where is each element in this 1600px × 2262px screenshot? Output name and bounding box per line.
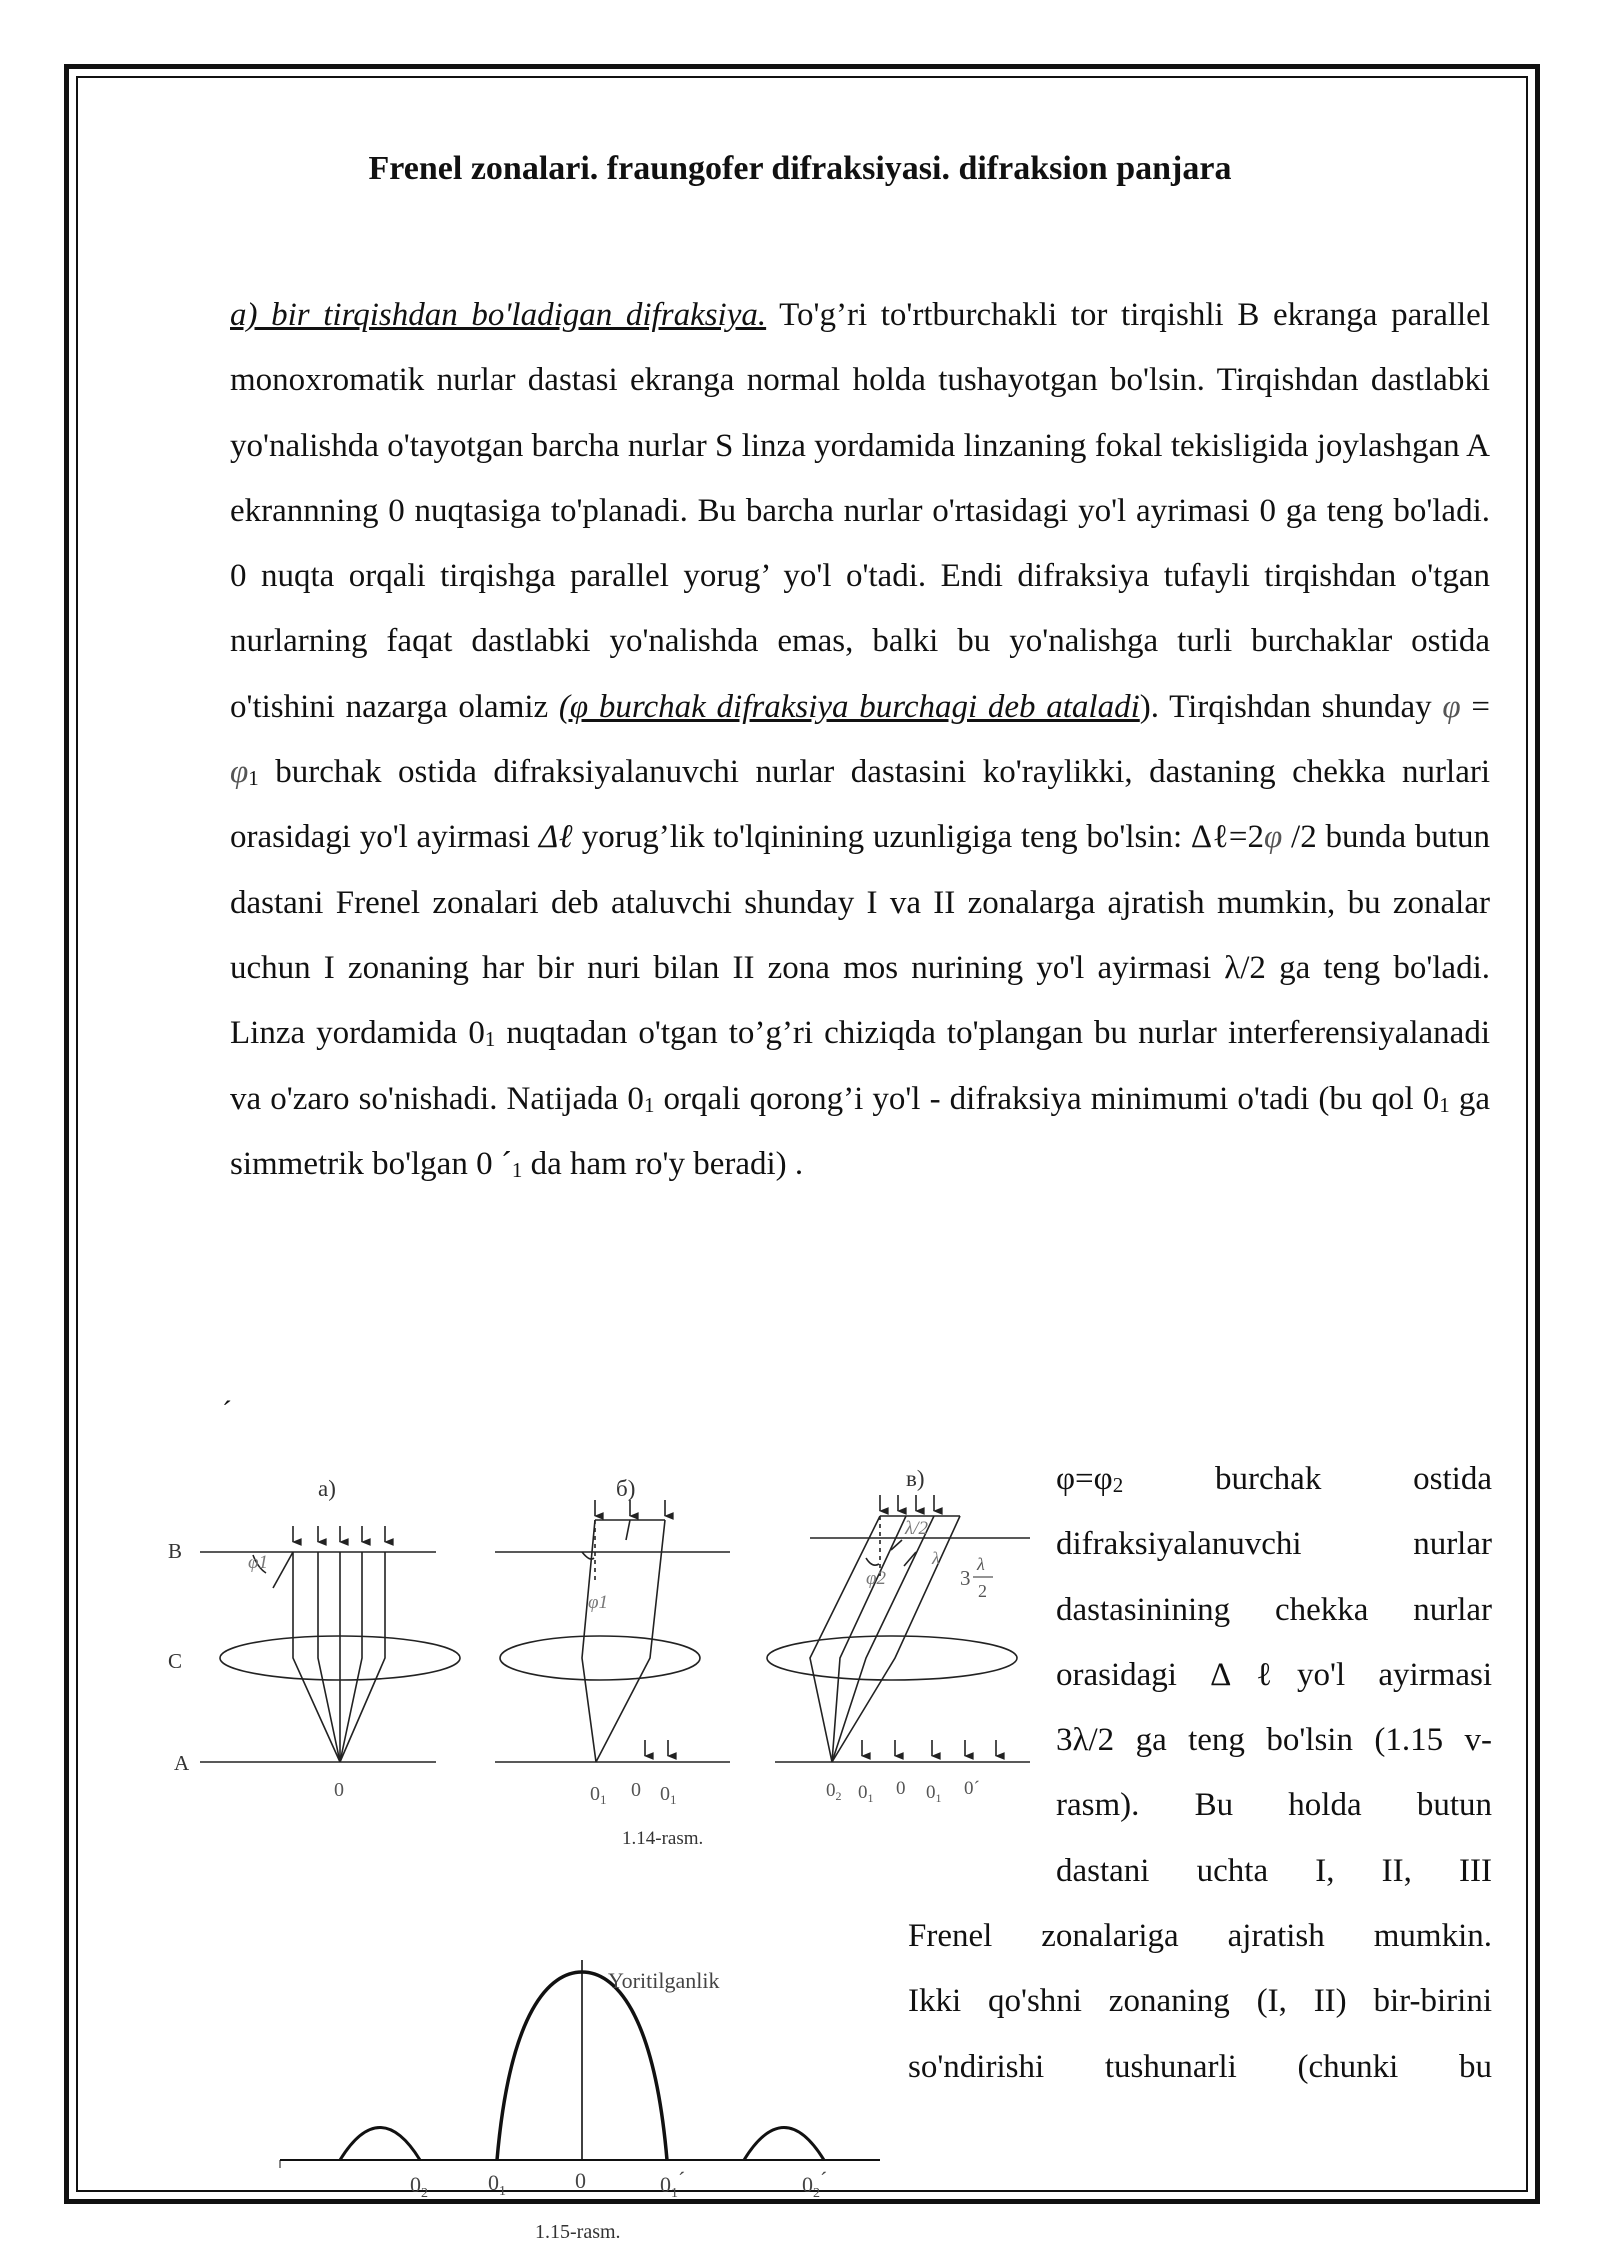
label-a: а) [318,1476,336,1501]
svg-text:λ: λ [977,1554,985,1574]
svg-text:λ/2: λ/2 [905,1518,929,1539]
italic-note: (φ burchak difraksiya burchagi deb ataladi [558,688,1140,725]
page-title: Frenel zonalari. fraungofer difraksiyasi. difraksion panjara [368,150,1232,187]
svg-text:0: 0 [896,1778,906,1799]
figure-1-15 [270,1930,890,2260]
svg-text:01: $0_1$ [660,1783,677,1807]
svg-text:01: $0_1$ [488,2170,506,2199]
section-heading: a) bir tirqishdan bo'ladigan difraksiya. [230,297,767,333]
svg-text:2: 2 [978,1581,987,1601]
svg-text:0: 0 [631,1779,641,1801]
svg-text:02: $0_2$ [410,2172,428,2201]
svg-text:φ1: φ1 [248,1552,269,1573]
main-paragraph: a) bir tirqishdan bo'ladigan difraksiya. To'g’ri to'rtburchakli tor tirqishli B ekranga parallel monoxromatik nurlar dastasi ekranga normal holda tushayotgan bo'lsin. Tirqishdan dastlabki yo'nalishda o'tayotgan barcha nurlar S linza yordamida linzaning fokal tekisligida joylashgan A ekrannning 0 nuqtasiga to'planadi. Bu barcha nurlar o'rtasidagi yo'l ayrimasi 0 ga teng bo'ladi. 0 nuqta orqali tirqishga parallel yorug’ yo'l o'tadi. Endi difraksiya tufayli tirqishdan o'tgan nurlarning faqat dastlabki yo'nalishda emas, balki bu yo'nalishga turli burchaklar ostida o'tishini nazarga olamiz (φ burchak difraksiya burchagi deb ataladi). Tirqishdan shunday $\varphi = \varphi_1$ burchak ostida difraksiyalanuvchi nurlar dastasini ko'raylikki, dastaning chekka nurlari orasidagi yo'l ayirmasi Δℓ yorug’lik to'lqinining uzunligiga teng bo'lsin: Δℓ=2φ /2 bunda butun dastani Frenel zonalari deb ataluvchi shunday I va II zonalarga ajratish mumkin, bu zonalar uchun I zonaning har bir nuri bilan II zona mos nurining yo'l ayirmasi λ/2 ga teng bo'ladi. Linza yordamida $0_1$ nuqtadan o'tgan to’g’ri chiziqda to'plangan bu nurlar interferensiyalanadi va o'zaro so'nishadi. Natijada $0_1$ orqali qorong’i yo'l - difraksiya minimumi o'tadi (bu qol $0_1$ ga simmetrik bo'lgan 0 $´_1$ da ham ro'y beradi) . [230,297,1490,1182]
svg-text:0´: 0´ [964,1778,980,1799]
label-v: в) [906,1466,925,1491]
y-axis-label: Yoritilganlik [608,1968,720,1993]
svg-text:0: 0 [334,1779,344,1801]
svg-text:01: $0_1$ [926,1782,942,1805]
stray-mark: ´ [222,1395,232,1428]
svg-text:0: 0 [575,2168,586,2193]
svg-text:φ2: φ2 [866,1568,887,1589]
svg-text:02: $0_2$ [826,1780,842,1803]
svg-text:01: $0_1$ [590,1783,607,1807]
label-B: B [168,1539,183,1563]
label-b: б) [616,1476,636,1501]
svg-text:02´: $0_2´$ [802,2167,828,2201]
svg-text:01: $0_1$ [858,1782,874,1805]
svg-text:λ: λ [932,1548,940,1568]
right-column-text-wide: Frenel zonalariga ajratish mumkin. Ikki qo'shni zonaning (I, II) bir-birini so'ndirishi tushunarli (chunki bu [908,1918,1492,2085]
figure-1-15-caption: 1.15-rasm. [535,2221,621,2243]
figure-1-14 [150,1440,1060,1860]
svg-text:01´: $0_1´$ [660,2167,686,2201]
right-column-text: $\varphi=\varphi_2$ burchak ostida difraksiyalanuvchi nurlar dastasinining chekka nurlar orasidagi Δℓyo'l ayirmasi 3λ/2 ga teng bo'lsin (1.15 v- rasm). Bu holda butun dastani uchta I, II, III [1056,1461,1492,1889]
label-C: C [168,1649,183,1673]
label-A: A [174,1751,190,1775]
svg-text:3: 3 [960,1566,971,1590]
svg-text:φ1: φ1 [588,1592,609,1613]
figure-1-14-caption: 1.14-rasm. [622,1828,704,1849]
